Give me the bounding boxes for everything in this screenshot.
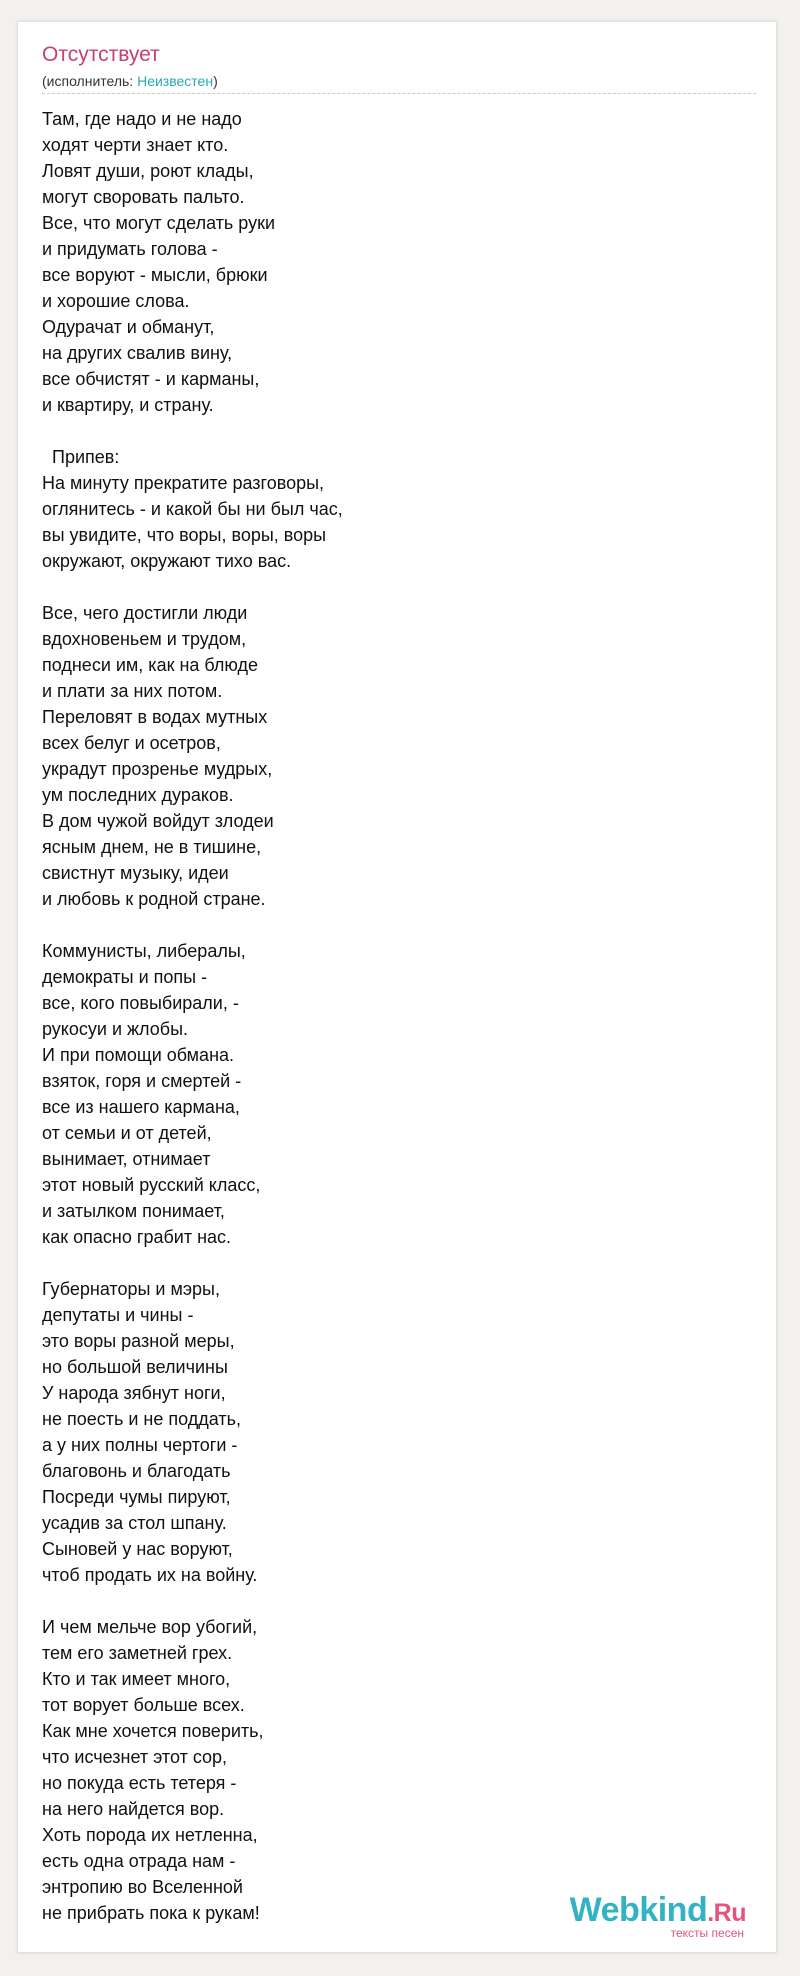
song-title: Отсутствует (42, 43, 160, 66)
logo-tld: .Ru (707, 1899, 746, 1927)
header-divider (42, 93, 756, 94)
artist-line (42, 74, 218, 88)
artist-link[interactable]: Неизвестен (137, 73, 214, 89)
logo-wordmark (570, 1893, 746, 1927)
artist-prefix: (исполнитель: (42, 73, 138, 89)
site-logo[interactable] (570, 1893, 746, 1940)
lyrics-card (17, 21, 777, 1953)
artist-suffix: ) (213, 73, 218, 89)
lyrics-text: Там, где надо и не надо ходят черти знает кто. Ловят души, роют клады, могут своровать пальто. Все, что могут сделать руки и придумать голова - все воруют - мысли, брюки и хорошие слова. Одурачат и обманут, на других свалив вину, все обчистят - и карманы, и квартиру, и страну. Припев: На минуту прекратите разговоры, оглянитесь - и какой бы ни был час, вы увидите, что воры, воры, воры окружают, окружают тихо вас. Все, чего достигли люди вдохновеньем и трудом, поднеси им, как на блюде и плати за них потом. Переловят в водах мутных всех белуг и осетров, украдут прозренье мудрых, ум последних дураков. В дом чужой войдут злодеи ясным днем, не в тишине, свистнут музыку, идеи и любовь к родной стране. Коммунисты, либералы, демократы и попы - все, кого повыбирали, - рукосуи и жлобы. И при помощи обмана. взяток, горя и смертей - все из нашего кармана, от семьи и от детей, вынимает, отнимает этот новый русский класс, и затылком понимает, как опасно грабит нас. Губернаторы и мэры, депутаты и чины - это воры разной меры, но большой величины У народа зябнут ноги, не поесть и не поддать, а у них полны чертоги - благовонь и благодать Посреди чумы пируют, усадив за стол шпану. Сыновей у нас воруют, чтоб продать их на войну. И чем мельче вор убогий, тем его заметней грех. Кто и так имеет много, тот ворует больше всех. Как мне хочется поверить, что исчезнет этот сор, но покуда есть тетеря - на него найдется вор. Хоть порода их нетленна, есть одна отрада нам - энтропию во Вселенной не прибрать пока к рукам! (42, 109, 343, 1923)
logo-main-text: Webkind (569, 1891, 708, 1929)
logo-tagline: тексты песен (670, 1926, 744, 1940)
